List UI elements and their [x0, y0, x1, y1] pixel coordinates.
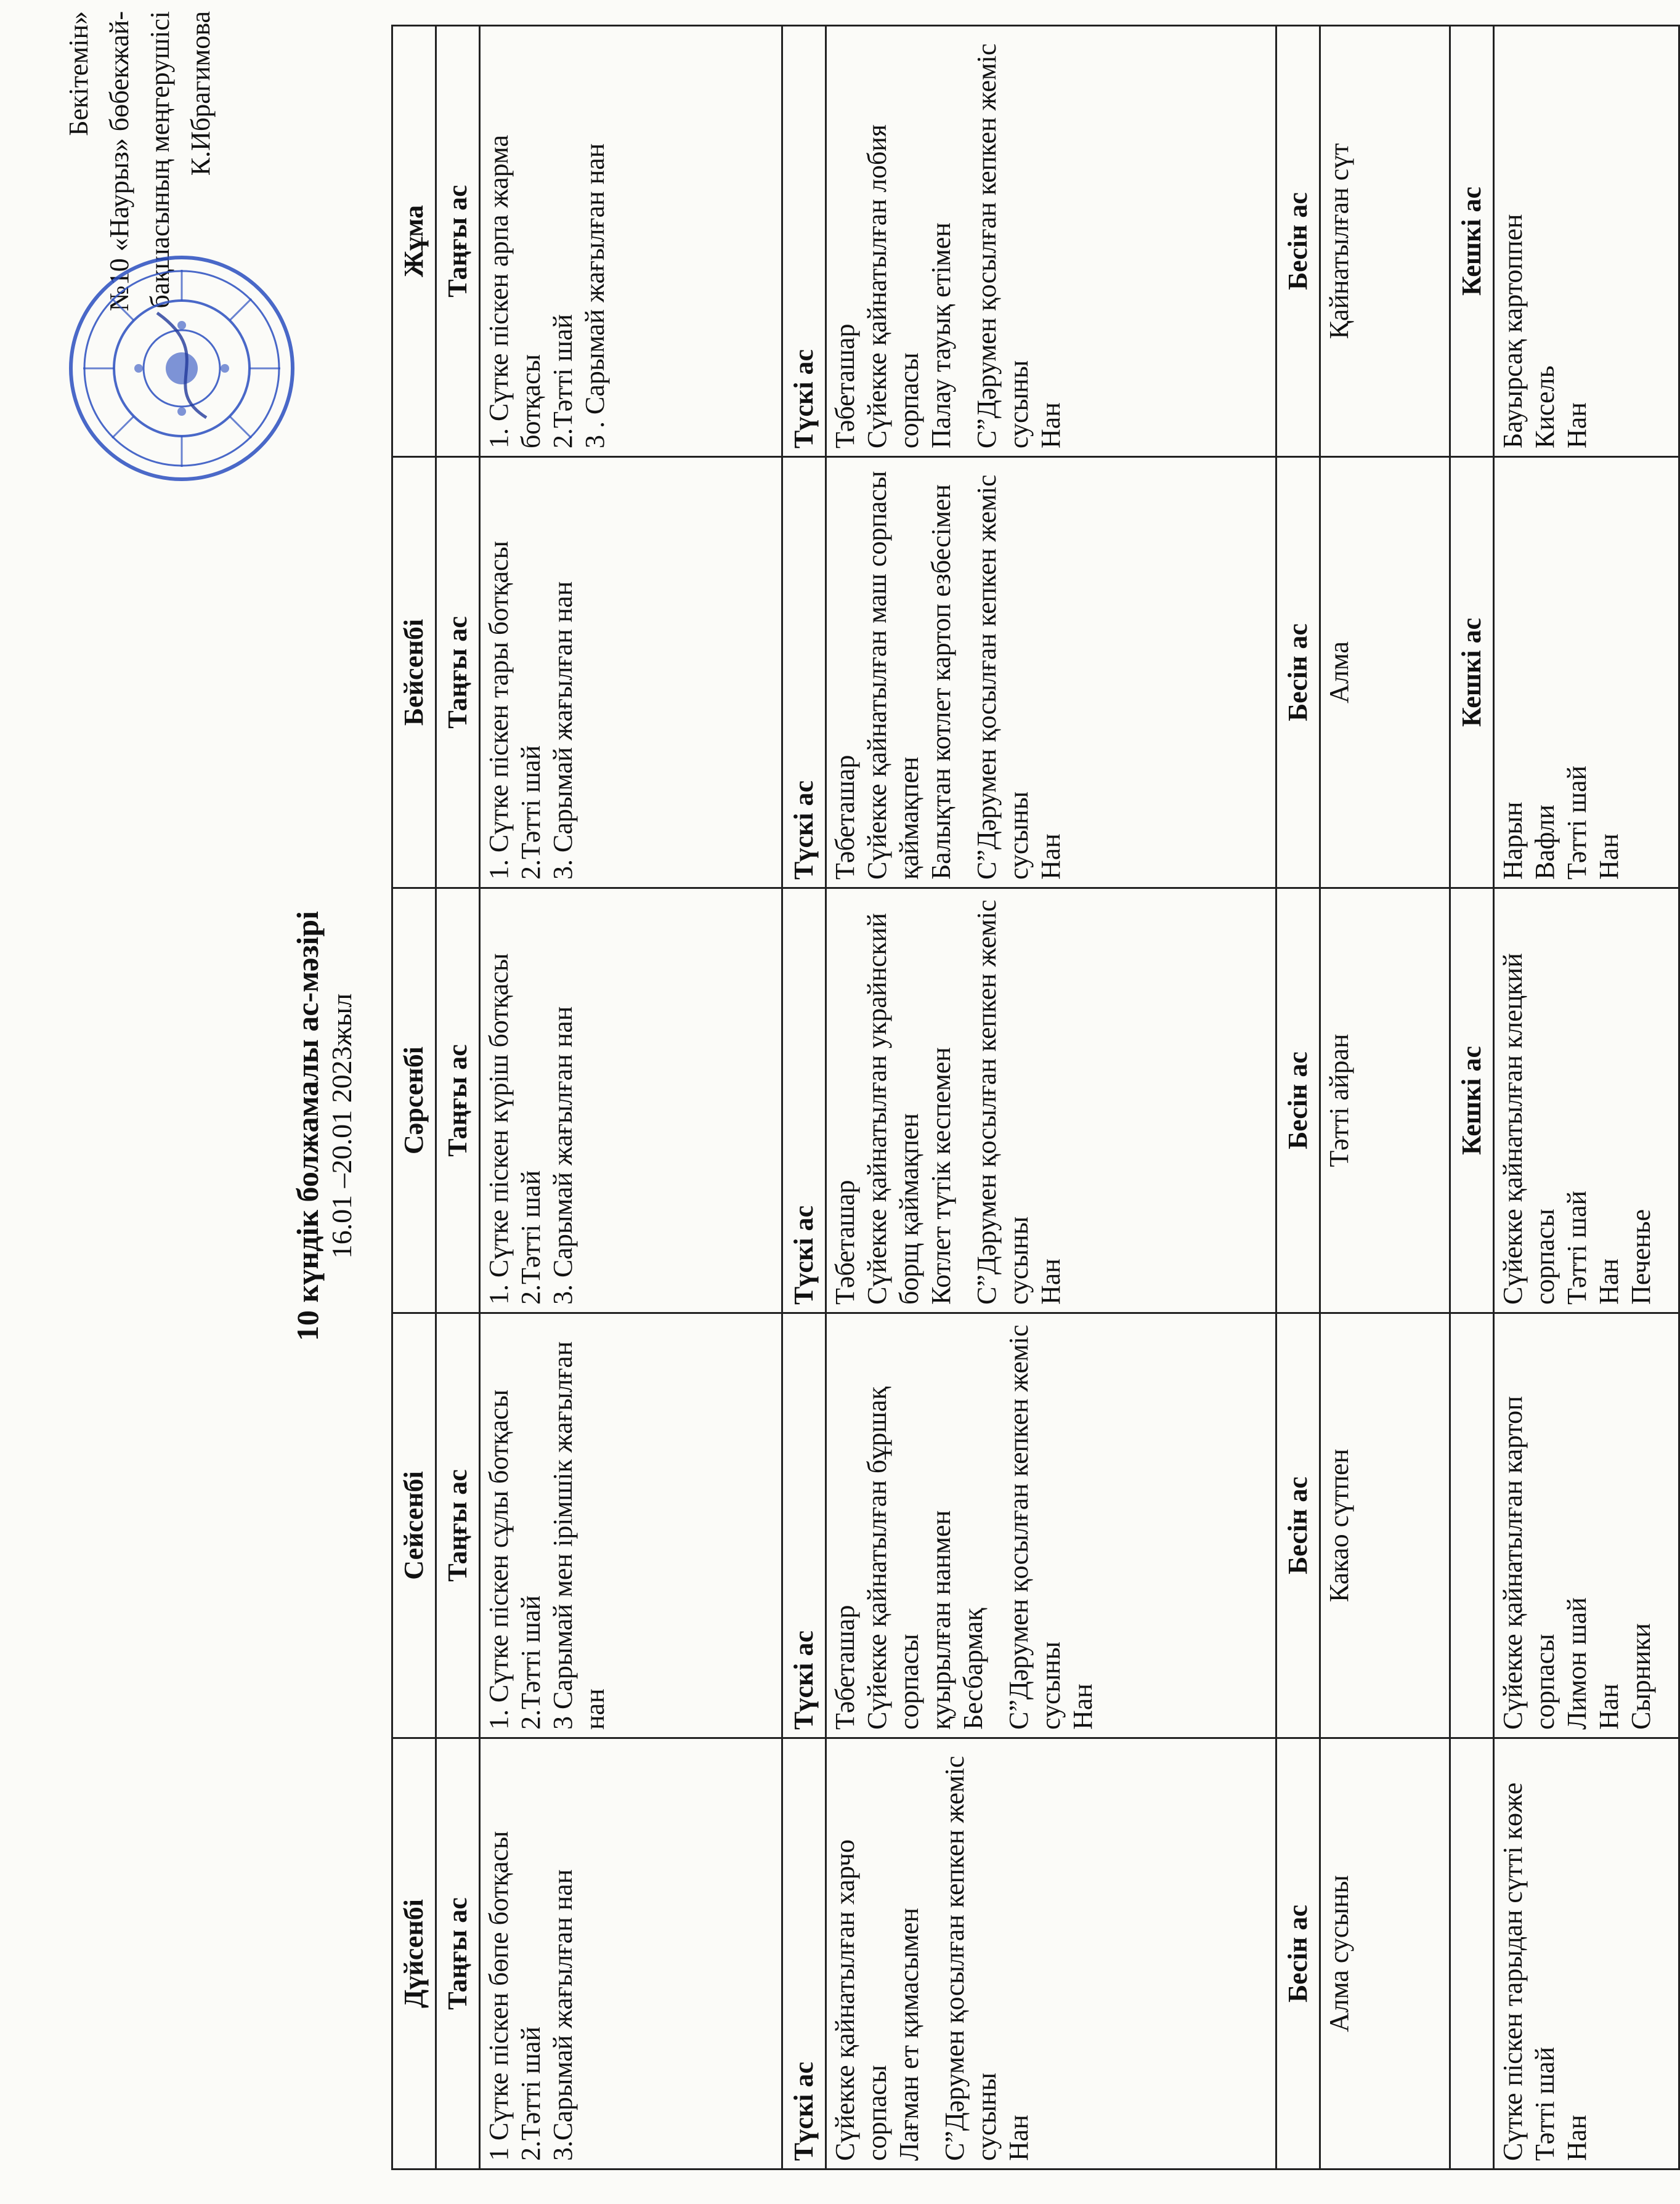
day-header-monday: Дүйсенбі [392, 1738, 436, 2170]
meal-header-snack: Бесін ас [1276, 1738, 1320, 2170]
meal-header-lunch: Түскі ас [782, 1738, 826, 2170]
menu-cell [826, 888, 1276, 1313]
approval-line: Бекітемін» [63, 11, 94, 136]
meal-header-row-snack [1276, 26, 1320, 2170]
menu-item: Сүйекке қайнатылған харчо сорпасы [830, 1839, 892, 2161]
day-header-tuesday: Сейсенбі [392, 1313, 436, 1738]
menu-item: Нан [1036, 402, 1066, 448]
meal-items-row-dinner [1494, 26, 1679, 2170]
menu-item: Нан [1594, 1258, 1624, 1305]
meal-header-dinner: Кешкі ас [1450, 26, 1494, 457]
menu-cell [1494, 26, 1679, 457]
menu-cell [826, 1738, 1276, 2170]
menu-item: 2.Тәтті шай [548, 314, 578, 448]
meal-header-breakfast: Таңғы ас [436, 1313, 480, 1738]
menu-item: Нан [1594, 1683, 1624, 1730]
menu-item: 1. Сүтке піскен күріш ботқасы [484, 953, 514, 1305]
meal-items-row-breakfast [480, 26, 782, 2170]
menu-cell [1320, 26, 1450, 457]
menu-item: Нан [1594, 833, 1624, 880]
menu-item: Лимон шай [1562, 1597, 1592, 1730]
spacer [957, 465, 971, 880]
menu-item: 2.Тәтті шай [516, 1170, 546, 1305]
menu-item: Нан [1036, 833, 1066, 880]
menu-item: Тәбеташар [830, 755, 860, 880]
menu-item: қуырылған нанмен [926, 1510, 956, 1730]
menu-item: Тәтті шай [1562, 765, 1592, 880]
menu-item: Сүйекке қайнатылған маш сорпасы қаймақпен [862, 471, 924, 880]
menu-item: Вафли [1530, 804, 1560, 880]
menu-item: 1. Сүтке піскен тары ботқасы [484, 541, 514, 880]
menu-item: С”Дәрумен қосылған кепкен жеміс сусыны [972, 43, 1034, 448]
menu-cell [480, 1313, 782, 1738]
menu-item: Алма [1324, 641, 1354, 703]
menu-item: 3 Сарымай мен ірімшік жағылған нан [548, 1341, 610, 1730]
menu-item: 3. Сарымай жағылған нан [548, 581, 578, 880]
menu-cell [1494, 457, 1679, 888]
spacer [925, 1746, 939, 2161]
meal-items-row-lunch [826, 26, 1276, 2170]
menu-cell [826, 26, 1276, 457]
menu-item: Балықтан котлет картоп езбесімен [926, 484, 956, 880]
menu-item: С”Дәрумен қосылған кепкен жеміс сусыны [972, 899, 1034, 1305]
day-header-wednesday: Сәрсенбі [392, 888, 436, 1313]
meal-header-dinner [1450, 1313, 1494, 1738]
menu-cell [1320, 1313, 1450, 1738]
meal-header-row-dinner [1450, 26, 1494, 2170]
meal-header-snack: Бесін ас [1276, 888, 1320, 1313]
spacer [957, 896, 971, 1305]
seal-stamp-icon [65, 251, 299, 485]
menu-item: С”Дәрумен қосылған кепкен жеміс сусыны [972, 474, 1034, 880]
menu-item: Тәбеташар [830, 1605, 860, 1730]
menu-item: Нан [1562, 2115, 1592, 2161]
meal-header-row-breakfast [436, 26, 480, 2170]
approval-line: №10 «Наурыз» бөбекжай- [104, 11, 134, 312]
menu-item: Котлет түтік кеспемен [926, 1047, 956, 1305]
menu-item: Тәтті айран [1324, 1034, 1354, 1167]
menu-item: 1. Сүтке піскен сұлы ботқасы [484, 1389, 514, 1730]
menu-cell [1494, 1313, 1679, 1738]
menu-item: Сүйекке қайнатылған лобия сорпасы [862, 124, 924, 448]
menu-item: Сүйекке қайнатылған картоп сорпасы [1498, 1396, 1560, 1730]
menu-item: Тәтті шай [1562, 1190, 1592, 1305]
menu-cell [1320, 457, 1450, 888]
menu-item: Кисель [1530, 365, 1560, 448]
spacer [989, 1321, 1003, 1730]
menu-item: Сүтке піскен тарыдан сүтті көже [1498, 1782, 1528, 2161]
menu-item: Бауырсақ картоппен [1498, 214, 1528, 448]
day-header-friday: Жұма [392, 26, 436, 457]
menu-item: Тәбеташар [830, 1180, 860, 1305]
meal-header-snack: Бесін ас [1276, 26, 1320, 457]
menu-table [391, 25, 1680, 2170]
meal-header-lunch: Түскі ас [782, 26, 826, 457]
menu-item: Сүйекке қайнатылған украйнский борщ қаймақпен [862, 913, 924, 1305]
menu-item: 2.Тәтті шай [516, 745, 546, 880]
menu-cell [480, 1738, 782, 2170]
menu-item: 3 . Сарымай жағылған нан [580, 143, 610, 448]
meal-header-dinner: Кешкі ас [1450, 888, 1494, 1313]
menu-item: 2.Тәтті шай [516, 1595, 546, 1730]
menu-item: Нарын [1498, 801, 1528, 880]
menu-item: Тәтті шай [1530, 2046, 1560, 2161]
meal-header-snack: Бесін ас [1276, 457, 1320, 888]
title-block [290, 787, 359, 1465]
menu-item: Бесбармақ [958, 1608, 988, 1730]
menu-item: 3.Сарымай жағылған нан [548, 1869, 578, 2161]
menu-item: Нан [1562, 402, 1592, 448]
day-header-thursday: Бейсенбі [392, 457, 436, 888]
meal-items-row-snack [1320, 26, 1450, 2170]
menu-item: Нан [1036, 1258, 1066, 1305]
menu-item: Печенье [1626, 1209, 1656, 1305]
meal-header-breakfast: Таңғы ас [436, 457, 480, 888]
menu-item: Сырники [1626, 1623, 1656, 1730]
menu-item: Какао сүтпен [1324, 1449, 1354, 1602]
menu-item: 2.Тәтті шай [516, 2026, 546, 2161]
meal-header-dinner [1450, 1738, 1494, 2170]
menu-item: Сүйекке қайнатылған клецкий сорпасы [1498, 953, 1560, 1305]
menu-item: Алма сусыны [1324, 1875, 1354, 2032]
menu-item: С”Дәрумен қосылған кепкен жеміс сусыны [939, 1756, 1002, 2161]
menu-item: Сүйекке қайнатылған бұршақ сорпасы [862, 1386, 924, 1730]
days-header-row [392, 26, 436, 2170]
menu-item: Палау тауық етімен [926, 222, 956, 448]
menu-cell [826, 1313, 1276, 1738]
document-title: 10 күндік болжамалы ас-мәзірі [290, 910, 325, 1342]
menu-cell [480, 457, 782, 888]
menu-cell [1320, 1738, 1450, 2170]
meal-header-snack: Бесін ас [1276, 1313, 1320, 1738]
menu-cell [826, 457, 1276, 888]
menu-item: Лағман ет қимасымен [894, 1908, 924, 2161]
document-period: 16.01 –20.01 2023жыл [326, 993, 357, 1259]
meal-header-lunch: Түскі ас [782, 888, 826, 1313]
menu-cell [1494, 888, 1679, 1313]
approval-line: бақшасының меңгерушісі [145, 11, 175, 309]
menu-cell [480, 26, 782, 457]
menu-item: 1 Сүтке піскен бөпе ботқасы [484, 1831, 514, 2161]
menu-item: 1. Сүтке піскен арпа жарма ботқасы [484, 135, 546, 448]
menu-cell [1494, 1738, 1679, 2170]
meal-header-dinner: Кешкі ас [1450, 457, 1494, 888]
menu-item: С”Дәрумен қосылған кепкен жеміс сусыны [1004, 1324, 1066, 1730]
meal-header-row-lunch [782, 26, 826, 2170]
menu-item: Тәбеташар [830, 323, 860, 448]
meal-header-breakfast: Таңғы ас [436, 1738, 480, 2170]
spacer [957, 34, 971, 448]
menu-body [436, 26, 1679, 2170]
menu-item: 3. Сарымай жағылған нан [548, 1006, 578, 1305]
menu-item: Қайнатылған сүт [1324, 143, 1354, 339]
approval-signature-line: К.Ибрагимова [185, 11, 216, 176]
menu-item: Нан [1068, 1683, 1098, 1730]
menu-cell [1320, 888, 1450, 1313]
meal-header-lunch: Түскі ас [782, 1313, 826, 1738]
menu-item: Нан [1004, 2115, 1034, 2161]
menu-cell [480, 888, 782, 1313]
meal-header-lunch: Түскі ас [782, 457, 826, 888]
meal-header-breakfast: Таңғы ас [436, 26, 480, 457]
meal-header-breakfast: Таңғы ас [436, 888, 480, 1313]
